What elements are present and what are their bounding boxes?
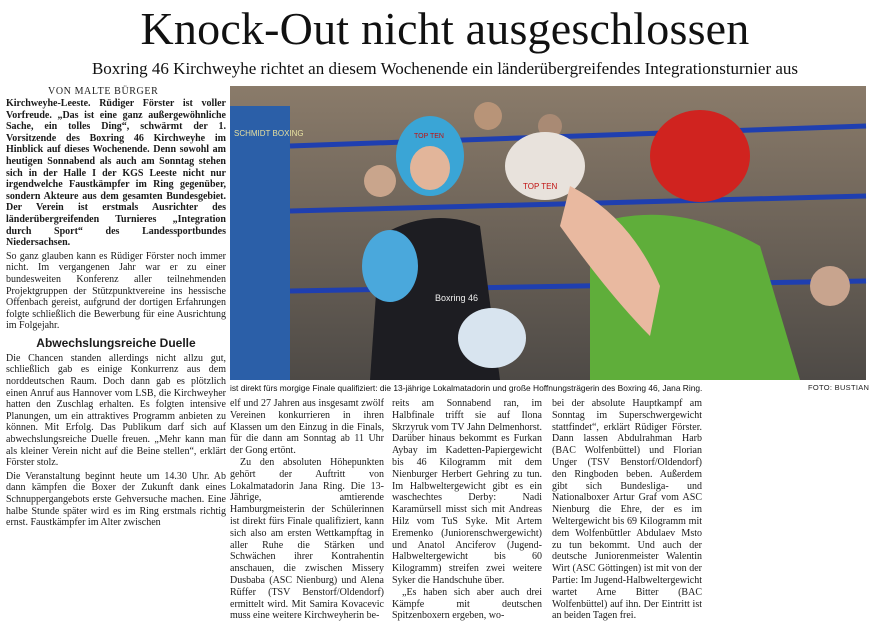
headline: Knock-Out nicht ausgeschlossen: [140, 3, 750, 54]
paragraph: Zu den absoluten Höhepunkten gehört der Auftritt von Lokalmatadorin Jana Ring. Die 13-Jährige, amtierende Hamburgmeisterin der Schülerinnen ist direkt fürs Finale qualifiziert, kann sich also am ersten Wettkampftag in aller Ruhe die Stärken und Schwächen ihrer Kontrahentin anschauen, die zwischen Missery Dusbaba (ASC Nienburg) und Alena Rüffer (TSV Benstorf/Oldendorf) ermittelt wird. Mit Samira Kovacevic muss eine weitere Kirchweyherin be-: [230, 456, 384, 622]
article-column-3: [392, 398, 542, 622]
photo-credit: FOTO: BUSTIAN: [808, 383, 870, 392]
article-column-4: [552, 398, 702, 622]
paragraph: Die Veranstaltung beginnt heute um 14.30 Uhr. Ab dann kämpfen die Boxer der Zukunft dank eines Schnuppergangebots erste Gehversuche machen. Eine halbe Stunde später wird es im Ring erstmals richtig ernst. Faustkämpfer im Alter zwischen: [6, 470, 226, 529]
intro-paragraph: Kirchweyhe-Leeste. Rüdiger Förster ist voller Vorfreude. „Das ist eine ganz außergewöhnliche Sache, ein tolles Ding“, schwärmt der 1. Vorsitzende des Boxring 46 Kirchweyhe im Hinblick auf dieses Wochenende. Denn sowohl am heutigen Sonnabend als auch am Sonntag stehen sich in der Halle I der KGS Leeste nicht nur irgendwelche Faustkämpfer im Ring gegenüber, sondern Akteure aus dem gesamten Bundesgebiet. Der Verein ist erstmals Ausrichter des länderübergreifenden Turnieres „Integration durch Sport“ des Landessportbundes Niedersachsen.: [6, 98, 226, 249]
shirt-text: Boxring 46: [435, 293, 479, 303]
section-subheading: Abwechslungsreiche Duelle: [36, 335, 196, 350]
red-headgear: [650, 110, 750, 202]
banner-text: SCHMIDT BOXING: [234, 129, 304, 138]
paragraph: So ganz glauben kann es Rüdiger Förster noch immer nicht. Im vergangenen Jahr war er zu einer bundesweiten Konferenz aller teilnehmenden Projektgruppen der Stützpunktvereine ins hessische Offenbach gereist, aufgrund der dortigen Erfahrungen folgte schließlich die Bewerbung für eine Ausrichtung im Folgejahr.: [6, 250, 226, 332]
headgear-brand: TOP TEN: [414, 133, 444, 140]
article-column-1: [6, 98, 226, 574]
subheadline: Boxring 46 Kirchweyhe richtet an diesem Wochenende ein länderübergreifendes Integrationsturnier aus: [91, 59, 799, 78]
banner: [230, 106, 290, 380]
paragraph: „Es haben sich aber auch drei Kämpfe mit deutschen Spitzenboxern ergeben, wo-: [392, 586, 542, 622]
article-column-2: [230, 398, 384, 622]
paragraph: Die Chancen standen allerdings nicht allzu gut, schließlich gab es einige Konkurrenz aus dem norddeutschen Raum. Doch dann gab es plötzlich einen Anruf aus Hannover vom LSB, die Kirchweyher hatten den Zuschlag erhalten. Es folgten intensive Planungen, um ein attraktives Programm anbieten zu können. Mit Erfolg. Das Publikum darf sich auf abwechslungsreiche Duelle freuen. „Mehr kann man als kleiner Verein nicht auf die Beine stellen“, erklärt Förster stolz.: [6, 352, 226, 469]
blue-glove: [362, 230, 418, 302]
paragraph: elf und 27 Jahren aus insgesamt zwölf Vereinen konkurrieren in ihren Klassen um den Einzug in die Finals, für die dann am Sonntag ab 11 Uhr der Gong ertönt.: [230, 398, 384, 457]
paragraph: reits am Sonnabend ran, im Halbfinale trifft sie auf Ilona Skrzyruk vom TV Jahn Delmenhorst. Darüber hinaus bekommt es Furkan Aybay im Kadetten-Papiergewicht bis 46 Kilogramm mit dem Nienburger Herbert Gehring zu tun. Im Halbweltergewicht gibt es ein waschechtes Derby: Nadi Karamürsell misst sich mit Andreas Hilz vom TuS Syke. Mit Artem Eremenko (Juniorenschwergewicht) und Anatol Anciferov (Jugend-Halbweltergewicht bis 60 Kilogramm) streifen zwei weitere Syker die Handschuhe über.: [392, 398, 542, 586]
boxing-photo-illustration: [230, 86, 866, 380]
photo-caption: ist direkt fürs morgige Finale qualifiziert: die 13-jährige Lokalmatadorin und große Hoffnungsträgerin des Boxring 46, Jana Ring.: [230, 383, 703, 393]
paragraph: bei der absolute Hauptkampf am Sonntag im Superschwergewicht stattfindet“, erklärt Rüdiger Förster. Dann lassen Abdulrahman Harb (BAC Wolfenbüttel) und Florian Unger (TSV Benstorf/Oldendorf) den Ringboden beben. Außerdem gibt sich Bundesliga- und Nationalboxer Artur Graf vom ASC Nienburg die Ehre, der es im Weltergewicht bis 69 Kilogramm mit dem Wolfenbüttler Abdulaev Msto zu tun bekommt. Und auch der deutsche Juniorenmeister Walentin Wirt (ASC Göttingen) ist mit von der Partie: Im Jugend-Halbweltergewicht wartet Arne Bitter (BAC Wolfenbüttel) auf ihn. Der Eintritt ist an beiden Tagen frei.: [552, 398, 702, 622]
byline: VON MALTE BÜRGER: [48, 86, 159, 97]
glove-brand: TOP TEN: [523, 182, 558, 191]
boxing-photo: [230, 86, 866, 380]
